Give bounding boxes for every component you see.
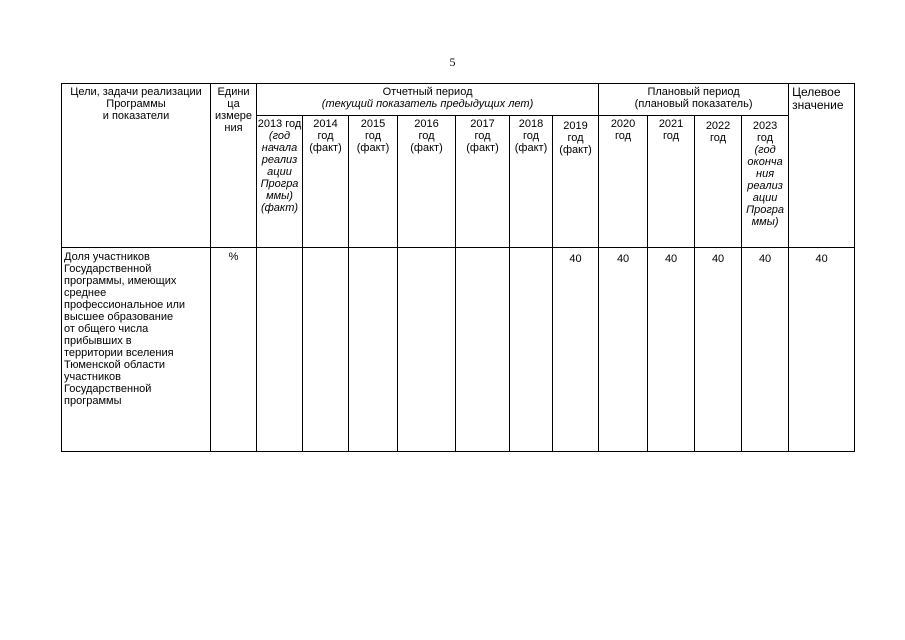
value-cell-2020: 40 [599,248,648,452]
year-header-2016: 2016 год (факт) [398,116,456,248]
year-header-2019: 2019 год (факт) [553,116,599,248]
indicators-table [61,83,855,452]
value-cell-2018 [510,248,553,452]
year-header-2022: 2022 год [695,116,742,248]
year-header-2017: 2017 год (факт) [456,116,510,248]
year-header-2018: 2018 год (факт) [510,116,553,248]
page-number: 5 [449,55,456,69]
target-value-header: Целевое значение [789,84,855,248]
reporting-period-header: Отчетный период (текущий показатель предыдущих лет) [257,84,599,116]
value-cell-2023: 40 [742,248,789,452]
table-row [62,248,855,452]
unit-cell: % [211,248,257,452]
planned-period-header: Плановый период (плановый показатель) [599,84,789,116]
value-cell-2022: 40 [695,248,742,452]
value-cell-2017 [456,248,510,452]
value-cell-2013 [257,248,303,452]
unit-header: Едини ца измере ния [211,84,257,248]
value-cell-2019: 40 [553,248,599,452]
header-row-groups [62,84,855,116]
value-cell-2016 [398,248,456,452]
value-cell-2014 [303,248,349,452]
year-header-2023: 2023 год (год оконча ния реализ ации Програ ммы) [742,116,789,248]
target-value-cell: 40 [789,248,855,452]
year-header-2021: 2021 год [648,116,695,248]
year-header-2020: 2020 год [599,116,648,248]
year-header-2014: 2014 год (факт) [303,116,349,248]
value-cell-2015 [349,248,398,452]
indicator-cell: Доля участников Государственной программы, имеющих среднее профессиональное или высшее образование от общего числа прибывших в территории вселения Тюменской области участников Государственной программы [62,248,211,452]
year-header-2013: 2013 год (год начала реализ ации Програ ммы) (факт) [257,116,303,248]
year-header-2015: 2015 год (факт) [349,116,398,248]
value-cell-2021: 40 [648,248,695,452]
goals-header: Цели, задачи реализации Программы и показатели [62,84,211,248]
